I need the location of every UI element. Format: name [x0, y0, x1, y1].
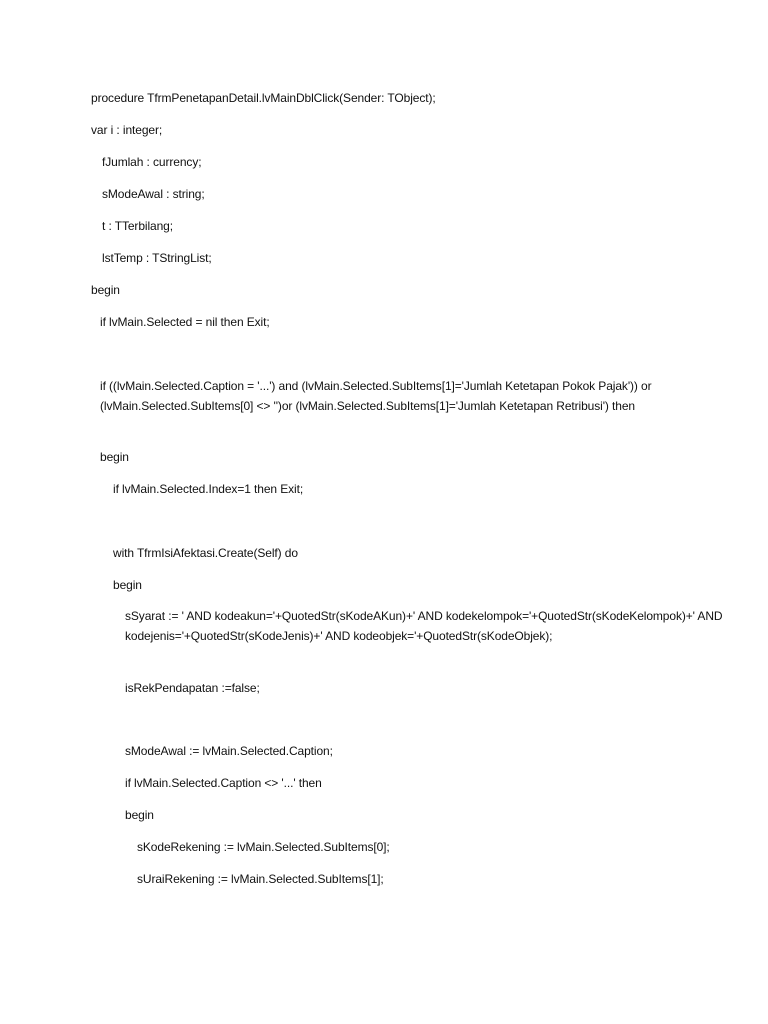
code-line-ssyarat: sSyarat := ' AND kodeakun='+QuotedStr(sKodeAKun)+' AND kodekelompok='+QuotedStr(sKodeKelompok)+' AND kodejenis='+QuotedStr(sKodeJenis)+' AND kodeobjek='+QuotedStr(sKodeObjek);: [125, 609, 726, 643]
code-line-nil-check: if lvMain.Selected = nil then Exit;: [100, 315, 270, 329]
code-line-var-t: t : TTerbilang;: [102, 219, 173, 233]
code-line-index-check: if lvMain.Selected.Index=1 then Exit;: [113, 482, 304, 496]
code-line-caption-check: if lvMain.Selected.Caption <> '...' then: [125, 776, 322, 790]
code-line-var-declaration: var i : integer;: [91, 123, 163, 137]
code-line-if-condition: if ((lvMain.Selected.Caption = '...') and (lvMain.Selected.SubItems[1]='Jumlah Ketetapan Pokok Pajak')) or (lvMain.Selected.SubItems[0] <> '')or (lvMain.Selected.SubItems[1]='Jumlah Ketetapan Retribusi') then: [100, 379, 655, 413]
code-line-procedure-header: procedure TfrmPenetapanDetail.lvMainDblClick(Sender: TObject);: [91, 91, 436, 105]
code-line-var-fjumlah: fJumlah : currency;: [102, 155, 202, 169]
code-line-begin-if: begin: [100, 450, 129, 464]
code-line-begin-main: begin: [91, 283, 120, 297]
code-line-begin-caption: begin: [125, 808, 154, 822]
code-line-isrekpendapatan: isRekPendapatan :=false;: [125, 681, 260, 695]
code-line-smodeawal-assign: sModeAwal := lvMain.Selected.Caption;: [125, 744, 333, 758]
code-line-suraurekening: sUraiRekening := lvMain.Selected.SubItems[1];: [137, 872, 384, 886]
code-line-with-create: with TfrmIsiAfektasi.Create(Self) do: [113, 546, 298, 560]
code-line-var-lsttemp: lstTemp : TStringList;: [102, 251, 212, 265]
code-line-begin-with: begin: [113, 578, 142, 592]
code-line-skoderekening: sKodeRekening := lvMain.Selected.SubItems[0];: [137, 840, 390, 854]
code-line-var-smodeawal: sModeAwal : string;: [102, 187, 205, 201]
